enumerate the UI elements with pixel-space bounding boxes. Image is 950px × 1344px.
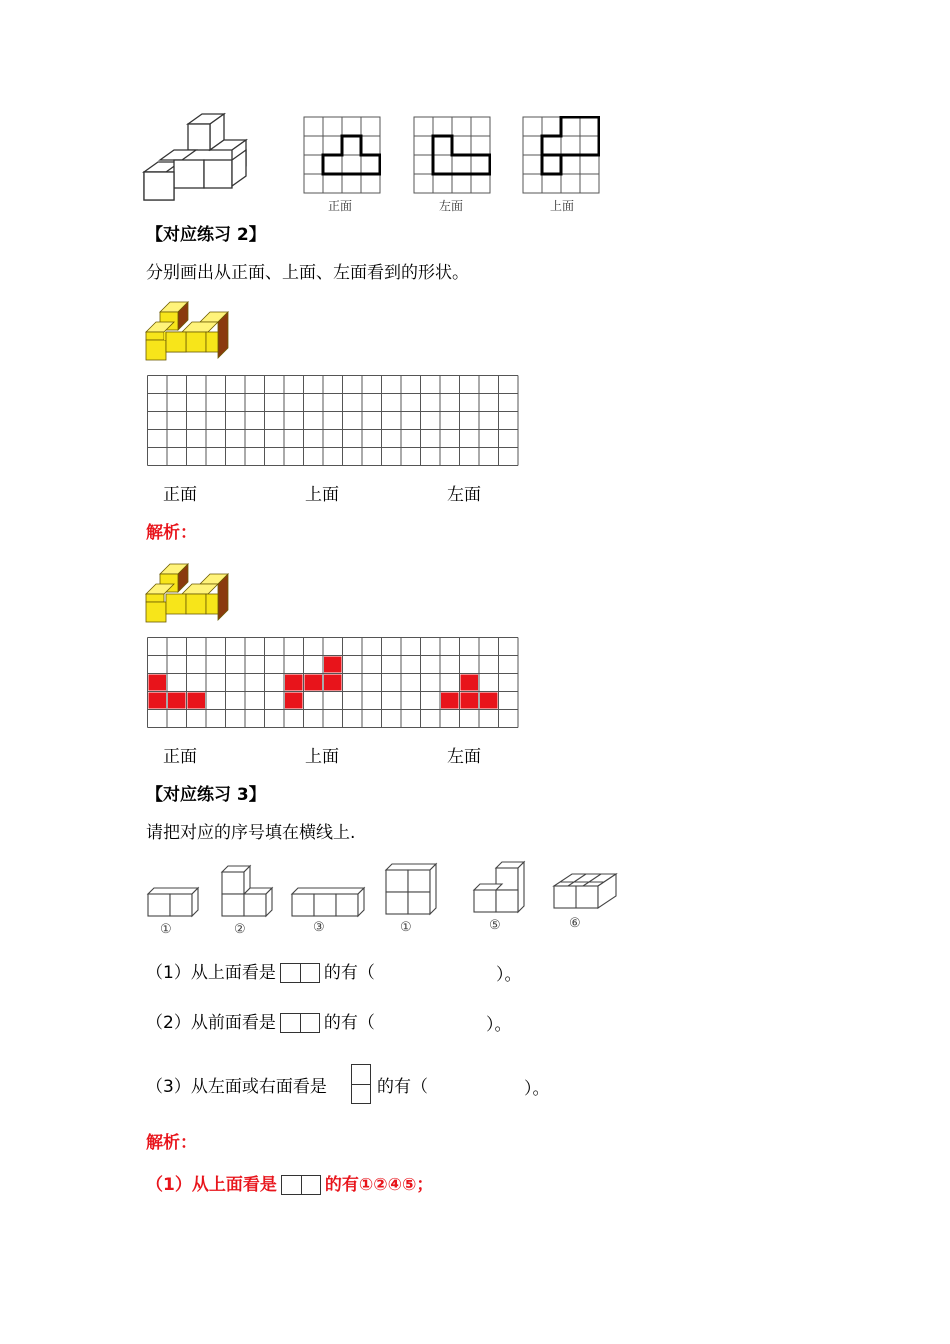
- question-1-close: ）。: [496, 965, 522, 985]
- yellow-cube-figure: [142, 298, 242, 364]
- red-solution-cell: [441, 693, 459, 709]
- grid-label-left: 左面: [447, 485, 481, 505]
- red-solution-cell: [188, 693, 206, 709]
- exercise-3-heading: 【对应练习 3】: [146, 785, 266, 805]
- figure-number-2: ②: [234, 922, 246, 937]
- two-square-vertical-icon: [351, 1064, 371, 1104]
- question-2-text: （2）从前面看是: [146, 1013, 276, 1033]
- red-solution-cell: [461, 675, 479, 691]
- figure-number-3: ③: [313, 920, 325, 935]
- solution-label-top: 上面: [305, 747, 339, 767]
- yellow-cube-figure-answer: [142, 560, 242, 626]
- solution-label-front: 正面: [163, 747, 197, 767]
- red-solution-cell: [168, 693, 186, 709]
- top-view-grid: [522, 116, 600, 194]
- cube-figures-row: [140, 856, 620, 920]
- solution-label-left: 左面: [447, 747, 481, 767]
- question-1-text: （1）从上面看是: [146, 963, 276, 983]
- two-square-horizontal-icon: [280, 1013, 320, 1033]
- solution-grid: [146, 636, 520, 728]
- grid-label-top: 上面: [305, 485, 339, 505]
- question-2: [146, 1012, 375, 1034]
- left-view-grid: [413, 116, 491, 194]
- question-3-text: （3）从左面或右面看是: [146, 1077, 327, 1097]
- exercise-3-prompt: 请把对应的序号填在横线上.: [146, 823, 356, 843]
- exercise-2-heading: 【对应练习 2】: [146, 225, 266, 245]
- figure-number-4: ①: [400, 920, 412, 935]
- question-2-close: ）。: [486, 1015, 512, 1035]
- red-solution-cell: [285, 675, 303, 691]
- answer-1: [146, 1174, 433, 1196]
- front-view-grid: [303, 116, 381, 194]
- question-3-close: ）。: [524, 1079, 550, 1099]
- red-solution-cell: [324, 675, 342, 691]
- red-solution-cell: [149, 693, 167, 709]
- red-solution-cell: [461, 693, 479, 709]
- figure-number-1: ①: [160, 922, 172, 937]
- blank-answer-grid: [146, 374, 520, 466]
- answer-1-result: 的有①②④⑤；: [324, 1175, 434, 1195]
- question-1: [146, 962, 375, 984]
- exercise-2-prompt: 分别画出从正面、上面、左面看到的形状。: [146, 263, 469, 283]
- red-solution-cell: [305, 675, 323, 691]
- answer-1-text: （1）从上面看是: [146, 1175, 277, 1195]
- red-solution-cell: [324, 657, 342, 673]
- left-view-label: 左面: [439, 199, 464, 213]
- exercise-3-analysis-label: 解析：: [146, 1133, 197, 1153]
- two-square-horizontal-icon: [280, 963, 320, 983]
- front-view-label: 正面: [328, 199, 353, 213]
- red-solution-cell: [285, 693, 303, 709]
- exercise-2-analysis-label: 解析：: [146, 523, 197, 543]
- red-solution-cell: [480, 693, 498, 709]
- top-view-label: 上面: [550, 199, 575, 213]
- question-3-suffix: 的有（: [377, 1077, 428, 1097]
- grid-label-front: 正面: [163, 485, 197, 505]
- figure-number-5: ⑤: [489, 918, 501, 933]
- red-solution-cell: [149, 675, 167, 691]
- figure-number-6: ⑥: [569, 916, 581, 931]
- question-1-suffix: 的有（: [323, 963, 375, 983]
- question-2-suffix: 的有（: [323, 1013, 375, 1033]
- two-square-horizontal-icon: [281, 1175, 321, 1195]
- top-3d-figure: [140, 112, 255, 202]
